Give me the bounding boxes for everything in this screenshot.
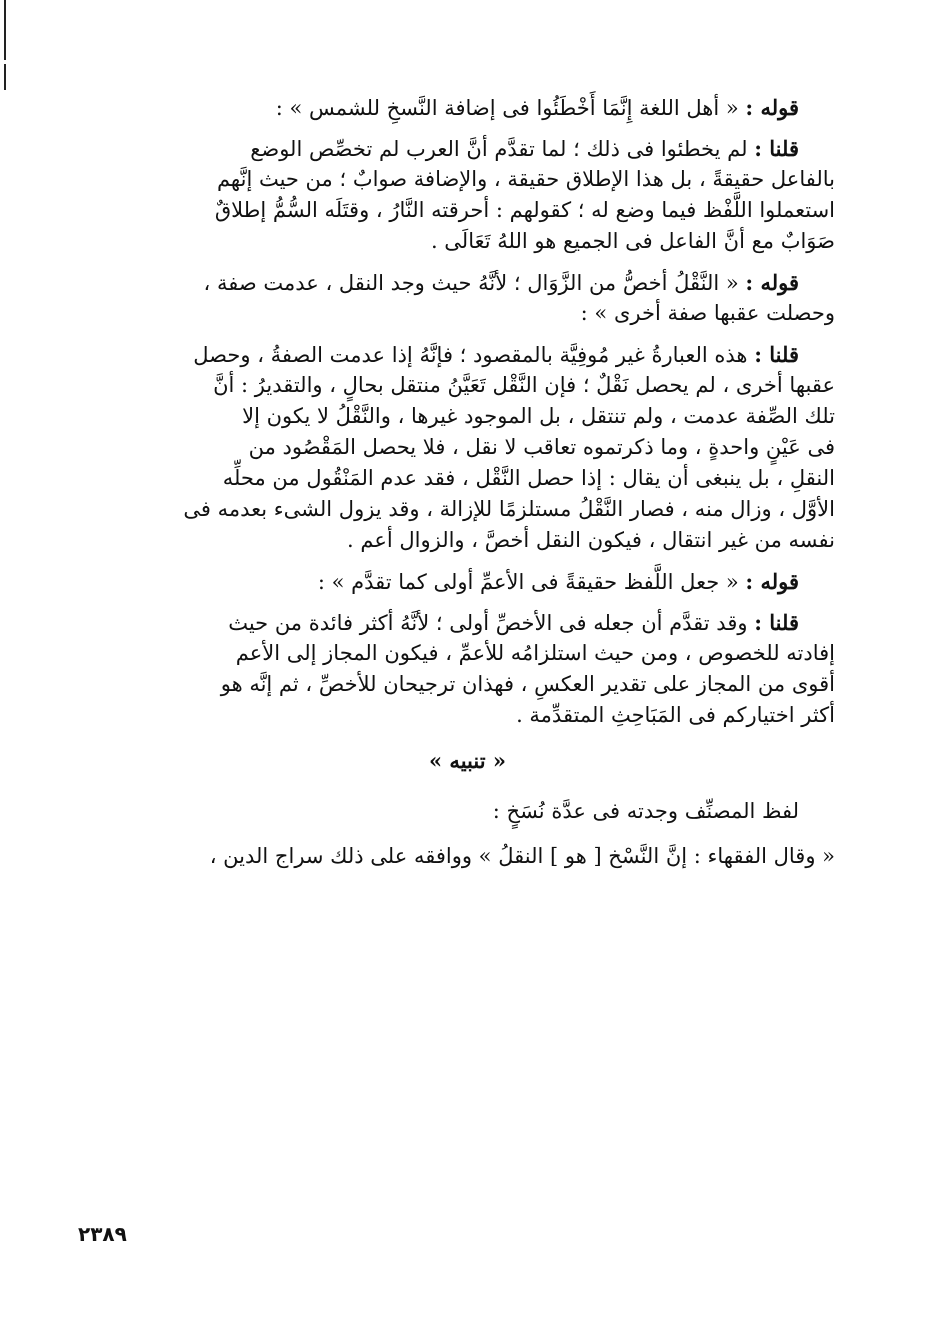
paragraph	[100, 566, 835, 597]
text-line: الأوَّل ، وزال منه ، فصار النَّقْلُ مستلزمًا للإزالة ، وقد يزول الشىء بعدمه فى	[183, 497, 835, 521]
paragraph	[100, 267, 835, 329]
text-line: فى عَيْنٍ واحدةٍ ، وما ذكرتموه تعاقب لا نقل ، فلا يحصل المَقْصُود من	[248, 435, 835, 459]
line-text: وقد تقدَّم أن جعله فى الأخصِّ أولى ؛ لأنَّهُ أكثر فائدة من حيث	[228, 611, 748, 635]
note-paragraph	[100, 796, 835, 872]
page-number: ٢٣٨٩	[78, 1222, 127, 1246]
text-line: بالفاعل حقيقةً ، بل هذا الإطلاق حقيقة ، والإضافة صوابٌ ؛ من حيث إنَّهم	[216, 167, 835, 191]
text-line: لفظ المصنِّف وجدته فى عدَّة نُسَخٍ :	[492, 799, 799, 823]
text-line: عقبها أخرى ، لم يحصل نَقْلٌ ؛ فإن النَّقْل تَعَيَّنُ منتقل بحالٍ ، والتقديرُ : أنَّ	[213, 373, 835, 397]
line-text: هذه العبارةُ غير مُوفِيَّة بالمقصود ؛ فإنَّهُ إذا عدمت الصفةُ ، وحصل	[193, 343, 748, 367]
text-line: وحصلت عقبها صفة أخرى » :	[580, 301, 835, 325]
paragraph-lead: قلنا :	[754, 610, 799, 635]
text-line: « وقال الفقهاء : إنَّ النَّسْخ [ هو ] النقلُ » ووافقه على ذلك سراج الدين ،	[209, 844, 835, 868]
scan-edge-mark	[4, 0, 6, 60]
paragraph	[100, 92, 835, 123]
text-line: استعملوا اللَّفْظ فيما وضع له ؛ كقولهم : أحرقته النَّارُ ، وقتَلَه السُّمُّ إطلاقٌ	[214, 198, 835, 222]
text-line	[100, 92, 835, 123]
text-line: أكثر اختياركم فى المَبَاحِثِ المتقدِّمة .	[516, 703, 835, 727]
text-line	[100, 607, 835, 638]
text-line: تلك الصِّفة عدمت ، ولم تنتقل ، بل الموجود غيرها ، والنَّقْلُ لا يكون إلا	[242, 404, 835, 428]
line-text: « جعل اللَّفظ حقيقةً فى الأعمِّ أولى كما تقدَّم » :	[317, 570, 739, 594]
paragraph	[100, 607, 835, 731]
line-text: لم يخطئوا فى ذلك ؛ لما تقدَّم أنَّ العرب لم تخصِّص الوضع	[250, 137, 748, 161]
paragraph	[100, 133, 835, 257]
document-page	[100, 92, 835, 882]
line-text: « النَّقْلُ أخصُّ من الزَّوَال ؛ لأنَّهُ حيث وجد النقل ، عدمت صفة ،	[203, 271, 739, 295]
text-line	[100, 339, 835, 370]
section-heading: « تنبيه »	[429, 748, 506, 773]
text-line: أقوى من المجاز على تقدير العكسِ ، فهذان ترجيحان للأخصِّ ، ثم إنَّه هو	[220, 672, 835, 696]
text-line	[100, 133, 835, 164]
text-line: صَوَابٌ مع أنَّ الفاعل فى الجميع هو اللهُ تَعَالَى .	[430, 229, 835, 253]
text-line: إفادته للخصوص ، ومن حيث استلزامُه للأعمِّ ، فيكون المجاز إلى الأعم	[235, 641, 835, 665]
text-line	[100, 267, 835, 298]
paragraph-lead: قوله :	[745, 569, 799, 594]
paragraph-lead: قلنا :	[754, 342, 799, 367]
line-text: « أهل اللغة إِنَّمَا أَخْطَئُوا فى إضافة النَّسخِ للشمس » :	[275, 96, 739, 120]
paragraph-lead: قوله :	[745, 95, 799, 120]
paragraph-lead: قلنا :	[754, 136, 799, 161]
text-line: نفسه من غير انتقال ، فيكون النقل أخصَّ ، والزوال أعم .	[347, 528, 835, 552]
paragraph	[100, 339, 835, 556]
text-line	[100, 566, 835, 597]
scan-edge-mark	[4, 64, 6, 90]
paragraph-lead: قوله :	[745, 270, 799, 295]
text-line: النقلِ ، بل ينبغى أن يقال : إذا حصل النَّقْل ، فقد عدم المَنْقُول من محلِّه	[222, 466, 835, 490]
